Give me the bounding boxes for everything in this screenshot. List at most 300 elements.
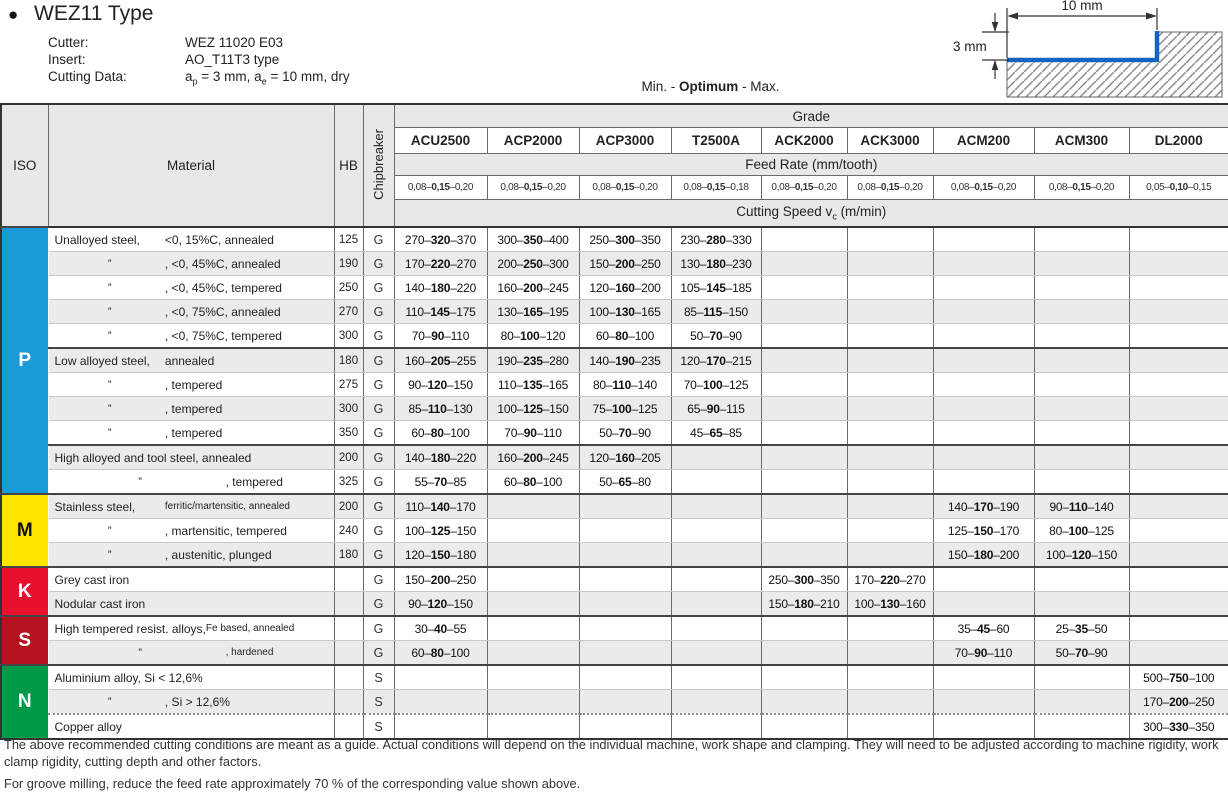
speed-cell: 75–100–125 [579, 397, 671, 421]
speed-cell: 150–180–200 [933, 543, 1034, 568]
footnote-paragraph-1: The above recommended cutting conditions are meant as a guide. Actual conditions will depend on the individual machine, work shape and clamping. They will need to be adjusted according to machine rigidity, work clamp rigidity, cutting depth and other factors. [4, 737, 1219, 769]
chipbreaker-cell: G [363, 300, 394, 324]
speed-cell [847, 397, 933, 421]
iso-badge: K [1, 567, 48, 616]
iso-header: ISO [1, 104, 48, 227]
speed-cell [847, 665, 933, 690]
material-text [55, 426, 331, 440]
speed-cell [579, 519, 671, 543]
table-row [1, 665, 1228, 690]
speed-cell [671, 665, 761, 690]
speed-cell [487, 714, 579, 739]
speed-cell: 90–120–150 [394, 592, 487, 617]
material-text [55, 573, 331, 587]
material-text [55, 671, 331, 685]
workpiece-hatch [1007, 32, 1222, 97]
speed-cell: 90–110–140 [1034, 494, 1129, 519]
material-text [55, 695, 331, 709]
material-cell [48, 324, 334, 349]
speed-cell [1034, 373, 1129, 397]
hb-cell: 180 [334, 348, 363, 373]
speed-cell: 80–100–120 [487, 324, 579, 349]
speed-cell [761, 543, 847, 568]
cutter-label: Cutter: [48, 35, 89, 50]
hb-cell: 270 [334, 300, 363, 324]
hb-header: HB [334, 104, 363, 227]
speed-cell: 55–70–85 [394, 470, 487, 495]
speed-cell [671, 616, 761, 641]
speed-cell: 50–70–90 [1034, 641, 1129, 666]
material-spec: annealed [164, 353, 215, 368]
chipbreaker-cell: G [363, 445, 394, 470]
speed-cell [1034, 276, 1129, 300]
speed-cell: 100–125–150 [487, 397, 579, 421]
cutting-conditions-table [0, 103, 1228, 740]
speed-cell [1034, 421, 1129, 446]
material-cell [48, 397, 334, 421]
material-text [55, 647, 331, 659]
speed-cell [671, 714, 761, 739]
feed-rate-cell: 0,08–0,15–0,20 [487, 176, 579, 200]
speed-cell [579, 690, 671, 715]
speed-cell: 170–200–250 [1129, 690, 1228, 715]
speed-cell [1129, 592, 1228, 617]
chipbreaker-cell: S [363, 690, 394, 715]
chipbreaker-cell: S [363, 665, 394, 690]
speed-cell [847, 252, 933, 276]
hb-cell: 250 [334, 276, 363, 300]
speed-cell: 110–145–175 [394, 300, 487, 324]
speed-cell [847, 300, 933, 324]
material-name: ” [138, 646, 142, 659]
speed-cell [1034, 300, 1129, 324]
material-name: ” [107, 426, 112, 439]
speed-cell: 35–45–60 [933, 616, 1034, 641]
speed-cell: 130–165–195 [487, 300, 579, 324]
speed-cell: 60–80–100 [394, 641, 487, 666]
material-name: ” [138, 475, 142, 488]
speed-cell [761, 690, 847, 715]
speed-cell [394, 714, 487, 739]
speed-cell: 125–150–170 [933, 519, 1034, 543]
speed-cell [933, 470, 1034, 495]
speed-cell [487, 543, 579, 568]
speed-cell: 200–250–300 [487, 252, 579, 276]
speed-cell [933, 445, 1034, 470]
material-cell [48, 445, 334, 470]
speed-cell: 150–200–250 [394, 567, 487, 592]
speed-cell [579, 543, 671, 568]
speed-cell [847, 641, 933, 666]
iso-badge: S [1, 616, 48, 665]
feed-rate-cell: 0,08–0,15–0,20 [394, 176, 487, 200]
material-cell [48, 494, 334, 519]
material-text [55, 402, 331, 416]
speed-cell [933, 373, 1034, 397]
chipbreaker-cell: G [363, 421, 394, 446]
speed-cell [761, 641, 847, 666]
hb-cell [334, 567, 363, 592]
bullet-icon: ● [8, 5, 19, 24]
material-cell [48, 543, 334, 568]
speed-cell [933, 592, 1034, 617]
speed-cell: 65–90–115 [671, 397, 761, 421]
material-cell [48, 252, 334, 276]
speed-cell [671, 445, 761, 470]
speed-cell [761, 373, 847, 397]
speed-cell: 50–70–90 [579, 421, 671, 446]
table-row [1, 397, 1228, 421]
speed-cell [1034, 690, 1129, 715]
speed-cell [847, 494, 933, 519]
chipbreaker-cell: G [363, 567, 394, 592]
table-row [1, 641, 1228, 666]
hb-cell [334, 616, 363, 641]
chipbreaker-cell: G [363, 324, 394, 349]
material-cell [48, 714, 334, 739]
speed-cell: 50–70–90 [671, 324, 761, 349]
speed-cell [671, 470, 761, 495]
speed-cell [761, 616, 847, 641]
speed-cell: 150–180–210 [761, 592, 847, 617]
material-spec: , <0, 45%C, annealed [164, 256, 281, 271]
chipbreaker-cell: G [363, 519, 394, 543]
speed-cell [1129, 373, 1228, 397]
speed-cell [847, 519, 933, 543]
hb-cell: 240 [334, 519, 363, 543]
speed-cell [671, 494, 761, 519]
speed-cell [1034, 567, 1129, 592]
material-spec: , <0, 75%C, tempered [164, 328, 282, 343]
table-row [1, 543, 1228, 568]
speed-cell [579, 665, 671, 690]
speed-cell [761, 445, 847, 470]
speed-cell [487, 665, 579, 690]
material-name: Stainless steel, [54, 499, 136, 514]
speed-cell: 140–180–220 [394, 445, 487, 470]
chipbreaker-cell: G [363, 397, 394, 421]
hb-cell: 200 [334, 494, 363, 519]
speed-cell [487, 567, 579, 592]
speed-cell [1129, 470, 1228, 495]
cut-path-accent [1007, 31, 1157, 60]
material-text [55, 305, 331, 319]
speed-cell [847, 616, 933, 641]
grade-header: ACP2000 [487, 128, 579, 154]
material-spec: ferritic/martensitic, annealed [164, 501, 290, 512]
material-name: Unalloyed steel, [54, 232, 140, 247]
insert-value: AO_T11T3 type [185, 52, 280, 67]
hb-cell [334, 690, 363, 715]
grade-header: DL2000 [1129, 128, 1228, 154]
hb-cell [334, 714, 363, 739]
speed-cell [1129, 397, 1228, 421]
chipbreaker-cell: G [363, 494, 394, 519]
page-title: WEZ11 Type [34, 2, 154, 25]
footnote-paragraph-2: For groove milling, reduce the feed rate approximately 70 % of the corresponding value shown above. [4, 775, 581, 791]
speed-cell [487, 641, 579, 666]
speed-cell [1034, 445, 1129, 470]
speed-cell [761, 421, 847, 446]
material-name: Copper alloy [54, 719, 122, 734]
hb-cell: 300 [334, 324, 363, 349]
material-text [55, 622, 331, 636]
speed-cell [933, 567, 1034, 592]
material-text [55, 281, 331, 295]
tool-info [48, 35, 350, 87]
insert-label: Insert: [48, 52, 86, 67]
speed-cell: 500–750–100 [1129, 665, 1228, 690]
table-row [1, 567, 1228, 592]
speed-cell: 140–190–235 [579, 348, 671, 373]
speed-cell [1129, 543, 1228, 568]
material-text [55, 475, 331, 489]
material-spec: , austenitic, plunged [164, 547, 272, 562]
feed-rate-cell: 0,08–0,15–0,20 [933, 176, 1034, 200]
material-cell [48, 373, 334, 397]
speed-cell: 300–330–350 [1129, 714, 1228, 739]
speed-cell [847, 227, 933, 252]
grade-header: ACP3000 [579, 128, 671, 154]
speed-cell [671, 519, 761, 543]
material-spec: , Si > 12,6% [164, 694, 230, 709]
material-cell [48, 227, 334, 252]
speed-cell [847, 373, 933, 397]
speed-cell [671, 543, 761, 568]
chipbreaker-cell: G [363, 616, 394, 641]
table-row [1, 592, 1228, 617]
speed-cell [1034, 592, 1129, 617]
chipbreaker-cell: G [363, 348, 394, 373]
speed-cell [847, 714, 933, 739]
speed-cell [847, 276, 933, 300]
speed-cell: 190–235–280 [487, 348, 579, 373]
speed-cell [933, 300, 1034, 324]
hb-cell: 180 [334, 543, 363, 568]
cutting-data-value: $a_p = 3$ mm, $a_e = 10$ mm, dry [185, 69, 350, 87]
speed-cell [1129, 616, 1228, 641]
grade-header: ACK2000 [761, 128, 847, 154]
material-text [55, 720, 331, 734]
chipbreaker-cell: G [363, 276, 394, 300]
speed-cell [761, 665, 847, 690]
speed-cell: 250–300–350 [761, 567, 847, 592]
speed-cell [579, 567, 671, 592]
speed-cell [933, 714, 1034, 739]
speed-cell [487, 690, 579, 715]
speed-cell: 60–80–100 [487, 470, 579, 495]
header-row [1, 104, 1228, 128]
speed-cell: 160–205–255 [394, 348, 487, 373]
footnote [4, 737, 1226, 793]
material-cell [48, 300, 334, 324]
material-cell [48, 665, 334, 690]
table-row [1, 616, 1228, 641]
feed-rate-band-label: Feed Rate (mm/tooth) [394, 154, 1228, 176]
speed-cell [1129, 641, 1228, 666]
material-text [55, 378, 331, 392]
material-text [55, 597, 331, 611]
material-name: ” [107, 524, 112, 537]
speed-cell: 60–80–100 [394, 421, 487, 446]
speed-cell [1034, 348, 1129, 373]
grade-header: ACK3000 [847, 128, 933, 154]
material-spec: , tempered [164, 401, 223, 416]
cutter-value: WEZ 11020 E03 [185, 35, 284, 50]
material-text [55, 451, 331, 465]
material-name: Grey cast iron [54, 572, 130, 587]
speed-cell: 150–200–250 [579, 252, 671, 276]
grade-header: ACU2500 [394, 128, 487, 154]
speed-cell: 120–160–205 [579, 445, 671, 470]
material-spec: , martensitic, tempered [164, 523, 287, 538]
speed-cell [761, 252, 847, 276]
material-text [55, 329, 331, 343]
speed-cell [847, 470, 933, 495]
speed-cell [1129, 227, 1228, 252]
speed-cell [1129, 494, 1228, 519]
speed-cell [1129, 567, 1228, 592]
material-name: ” [107, 257, 112, 270]
speed-cell [761, 300, 847, 324]
speed-cell [1129, 519, 1228, 543]
speed-cell [579, 616, 671, 641]
table-row [1, 519, 1228, 543]
material-cell [48, 470, 334, 495]
speed-cell: 110–140–170 [394, 494, 487, 519]
speed-cell [933, 665, 1034, 690]
speed-cell [761, 470, 847, 495]
material-text [55, 257, 331, 271]
speed-cell: 70–90–110 [933, 641, 1034, 666]
table-row [1, 494, 1228, 519]
material-spec: Fe based, annealed [205, 623, 295, 634]
speed-cell [847, 324, 933, 349]
material-name: ” [107, 281, 112, 294]
table-row [1, 276, 1228, 300]
table-row [1, 300, 1228, 324]
hb-cell [334, 641, 363, 666]
speed-cell [394, 690, 487, 715]
speed-cell [1034, 397, 1129, 421]
table-row [1, 348, 1228, 373]
cut-geometry-diagram [952, 0, 1224, 99]
table-row [1, 445, 1228, 470]
speed-cell [1129, 348, 1228, 373]
speed-cell [579, 641, 671, 666]
speed-cell [394, 665, 487, 690]
speed-cell: 170–220–270 [847, 567, 933, 592]
speed-cell [487, 616, 579, 641]
iso-badge: P [1, 227, 48, 494]
speed-cell: 170–220–270 [394, 252, 487, 276]
material-text [55, 548, 331, 562]
speed-cell [761, 397, 847, 421]
material-name: High alloyed and tool steel, annealed [54, 450, 252, 465]
feed-rate-cell: 0,08–0,15–0,20 [579, 176, 671, 200]
hb-cell: 200 [334, 445, 363, 470]
feed-rate-cell: 0,05–0,10–0,15 [1129, 176, 1228, 200]
material-cell [48, 690, 334, 715]
speed-cell [847, 543, 933, 568]
material-name: ” [107, 378, 112, 391]
grade-header: T2500A [671, 128, 761, 154]
table-row [1, 227, 1228, 252]
speed-cell [761, 348, 847, 373]
material-name: ” [107, 695, 112, 708]
speed-cell: 25–35–50 [1034, 616, 1129, 641]
cut-depth-label: 3 mm [953, 39, 987, 54]
speed-cell: 120–160–200 [579, 276, 671, 300]
speed-cell [671, 567, 761, 592]
speed-cell [1129, 252, 1228, 276]
speed-cell [671, 641, 761, 666]
material-header: Material [48, 104, 334, 227]
speed-cell [933, 690, 1034, 715]
speed-cell [847, 690, 933, 715]
speed-cell: 140–170–190 [933, 494, 1034, 519]
table-row [1, 421, 1228, 446]
speed-cell: 120–150–180 [394, 543, 487, 568]
speed-cell: 80–110–140 [579, 373, 671, 397]
material-spec: , hardened [225, 647, 274, 658]
feed-rate-cell: 0,08–0,15–0,20 [1034, 176, 1129, 200]
material-name: ” [107, 329, 112, 342]
hb-cell [334, 592, 363, 617]
material-cell [48, 641, 334, 666]
speed-cell [761, 227, 847, 252]
cutting-data-label: Cutting Data: [48, 69, 127, 84]
speed-cell [933, 421, 1034, 446]
material-spec: , tempered [164, 377, 223, 392]
speed-cell [1034, 665, 1129, 690]
speed-cell: 130–180–230 [671, 252, 761, 276]
speed-cell: 100–125–150 [394, 519, 487, 543]
speed-cell [933, 252, 1034, 276]
speed-cell [1034, 252, 1129, 276]
speed-cell: 80–100–125 [1034, 519, 1129, 543]
grade-header: ACM200 [933, 128, 1034, 154]
speed-cell: 70–90–110 [487, 421, 579, 446]
material-name: Low alloyed steel, [54, 353, 150, 368]
speed-cell: 90–120–150 [394, 373, 487, 397]
material-name: ” [107, 548, 112, 561]
feed-rate-cell: 0,08–0,15–0,20 [761, 176, 847, 200]
chipbreaker-cell: S [363, 714, 394, 739]
material-name: ” [107, 402, 112, 415]
material-text [55, 524, 331, 538]
material-name: High tempered resist. alloys, [54, 621, 206, 636]
speed-cell [933, 324, 1034, 349]
material-spec: , tempered [164, 425, 223, 440]
material-text [55, 500, 331, 514]
speed-cell [933, 227, 1034, 252]
hb-cell: 300 [334, 397, 363, 421]
speed-cell [847, 348, 933, 373]
iso-badge: N [1, 665, 48, 739]
table-row [1, 690, 1228, 715]
grade-header: ACM300 [1034, 128, 1129, 154]
material-spec: , <0, 75%C, annealed [164, 304, 281, 319]
speed-cell [487, 519, 579, 543]
speed-cell [671, 690, 761, 715]
speed-cell [1129, 276, 1228, 300]
chipbreaker-cell: G [363, 470, 394, 495]
feed-rate-cell: 0,08–0,15–0,20 [847, 176, 933, 200]
chipbreaker-cell: G [363, 227, 394, 252]
speed-cell: 50–65–80 [579, 470, 671, 495]
grade-band-label: Grade [394, 104, 1228, 128]
